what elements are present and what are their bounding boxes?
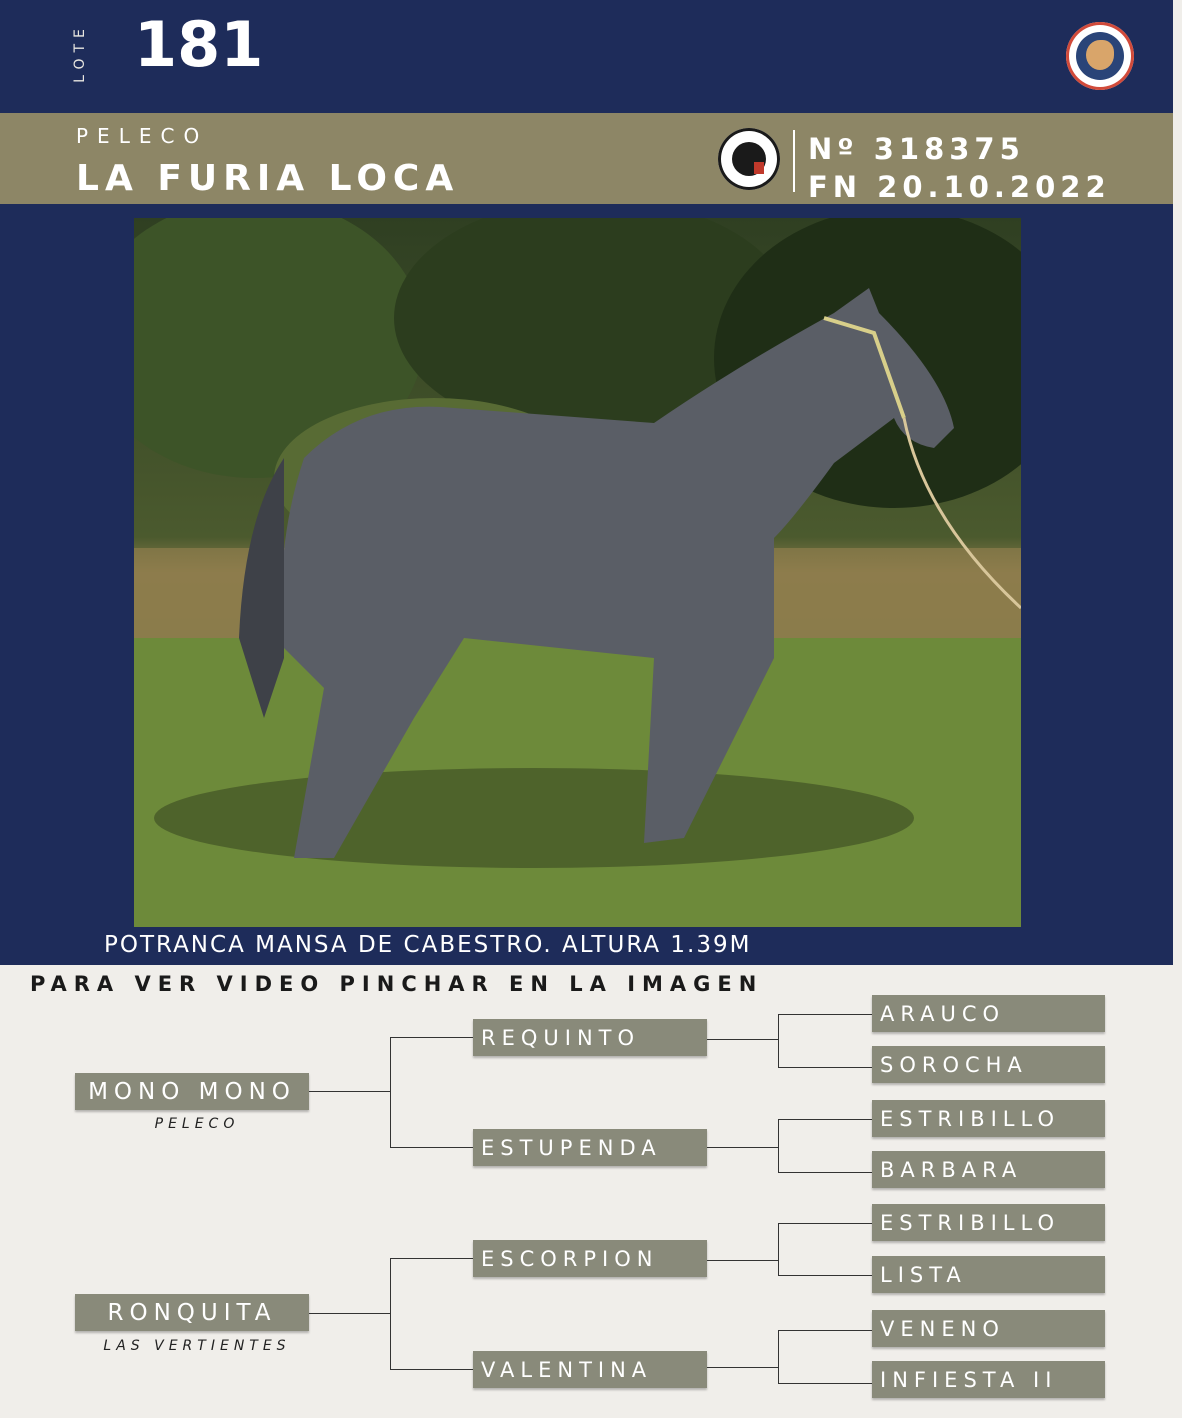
connector-line [390, 1258, 473, 1259]
gg-box: ESTRIBILLO [872, 1100, 1105, 1137]
sire-breeder: PELECO [154, 1116, 240, 1132]
gg-box: LISTA [872, 1256, 1105, 1293]
connector-line [707, 1367, 778, 1368]
gg-box: ARAUCO [872, 995, 1105, 1032]
remates-logo [718, 128, 780, 190]
sire-box: MONO MONO [75, 1073, 309, 1110]
connector-line [778, 1119, 872, 1120]
lot-number: 181 [134, 8, 264, 81]
registration-number: Nº 318375 [808, 132, 1025, 166]
photo-caption: POTRANCA MANSA DE CABESTRO. ALTURA 1.39M [104, 932, 752, 958]
connector-line [778, 1275, 872, 1276]
connector-line [707, 1260, 778, 1261]
connector-line [778, 1119, 779, 1173]
horse-photo[interactable] [134, 218, 1021, 927]
sire-dam-box: ESTUPENDA [473, 1129, 707, 1166]
dam-sire-box: ESCORPION [473, 1240, 707, 1277]
horse-name: LA FURIA LOCA [76, 158, 460, 199]
breeder-logo [1066, 22, 1134, 90]
connector-line [778, 1014, 779, 1068]
sire-sire-box: REQUINTO [473, 1019, 707, 1056]
connector-line [778, 1014, 872, 1015]
dam-dam-box: VALENTINA [473, 1351, 707, 1388]
breeder-name: PELECO [76, 124, 209, 148]
gg-box: SOROCHA [872, 1046, 1105, 1083]
dam-box: RONQUITA [75, 1294, 309, 1331]
connector-line [778, 1223, 872, 1224]
connector-line [778, 1067, 872, 1068]
connector-line [390, 1037, 473, 1038]
gg-box: BARBARA [872, 1151, 1105, 1188]
connector-line [778, 1330, 872, 1331]
connector-line [778, 1383, 872, 1384]
gg-box: INFIESTA II [872, 1361, 1105, 1398]
gg-box: ESTRIBILLO [872, 1204, 1105, 1241]
connector-line [390, 1147, 473, 1148]
connector-line [390, 1258, 391, 1369]
dam-breeder: LAS VERTIENTES [103, 1338, 291, 1354]
band-divider [793, 130, 795, 192]
gg-box: VENENO [872, 1310, 1105, 1347]
connector-line [707, 1039, 778, 1040]
lote-label: LOTE [72, 23, 88, 83]
connector-line [309, 1313, 391, 1314]
connector-line [778, 1172, 872, 1173]
horse-head-icon [1086, 40, 1114, 70]
connector-line [778, 1223, 779, 1276]
connector-line [778, 1330, 779, 1384]
connector-line [390, 1037, 391, 1147]
video-hint[interactable]: PARA VER VIDEO PINCHAR EN LA IMAGEN [30, 972, 764, 996]
connector-line [390, 1369, 473, 1370]
connector-line [309, 1091, 391, 1092]
birth-date: FN 20.10.2022 [808, 170, 1111, 204]
connector-line [707, 1147, 778, 1148]
